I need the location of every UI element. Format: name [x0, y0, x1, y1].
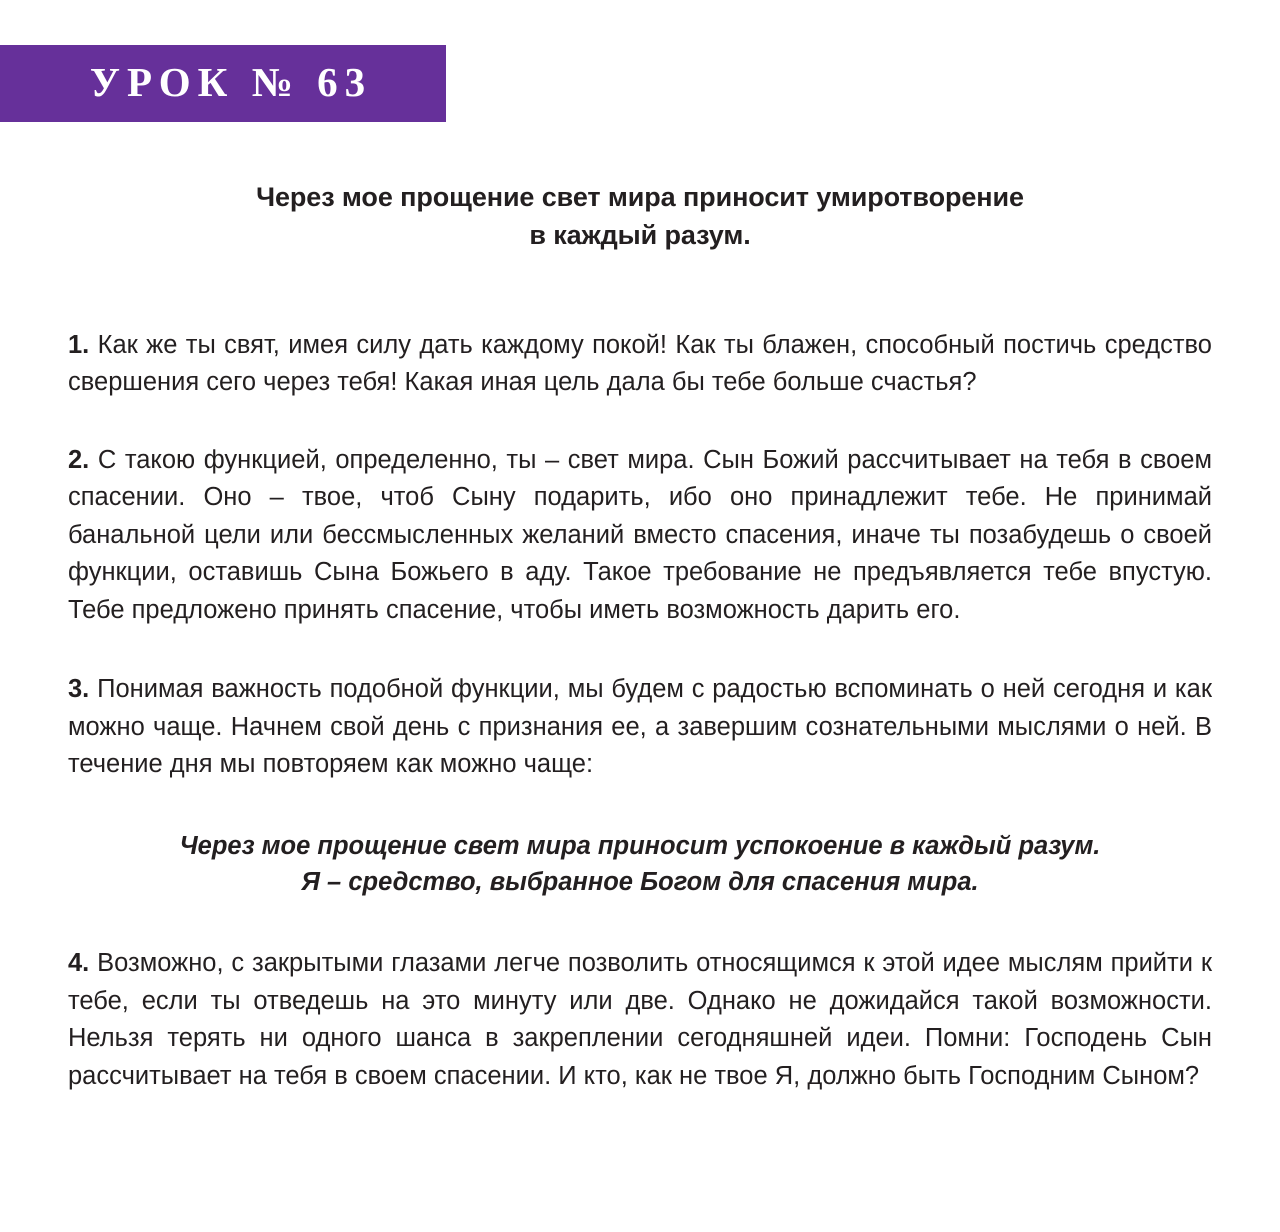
paragraph-number-4: 4.	[68, 949, 90, 978]
lesson-paragraph-2	[68, 442, 1212, 629]
paragraph-number-1: 1.	[68, 330, 90, 359]
lesson-paragraph-1	[68, 327, 1212, 402]
paragraph-text-1: Как же ты свят, имея силу дать каждому покой! Как ты блажен, способный постичь средство свершения сего через тебя! Какая иная цель дала бы тебе больше счастья?	[68, 330, 1212, 397]
lesson-content	[68, 178, 1212, 1095]
lesson-paragraph-4	[68, 945, 1212, 1095]
affirmation-block	[68, 828, 1212, 902]
lesson-title-line-1: Через мое прощение свет мира приносит умиротворение	[256, 182, 1024, 212]
paragraph-text-4: Возможно, с закрытыми глазами легче позволить относящимся к этой идее мыслям прийти к тебе, если ты отведешь на это минуту или две. Однако не дожидайся такой возможности. Нельзя терять ни одного шанса в закреплении сегодняшней идеи. Помни: Господень Сын рассчитывает на тебя в своем спасении. И кто, как не твое Я, должно быть Господним Сыном?	[68, 949, 1212, 1090]
paragraph-number-3: 3.	[68, 675, 90, 704]
affirmation-line-2: Я – средство, выбранное Богом для спасения мира.	[301, 868, 979, 897]
paragraph-text-2: С такою функцией, определенно, ты – свет мира. Сын Божий рассчитывает на тебя в своем спасении. Оно – твое, чтоб Сыну подарить, ибо оно принадлежит тебе. Не принимай банальной цели или бессмысленных желаний вместо спасения, иначе ты позабудешь о своей функции, оставишь Сына Божьего в аду. Такое требование не предъявляется тебе впустую. Тебе предложено принять спасение, чтобы иметь возможность дарить его.	[68, 445, 1212, 624]
lesson-number-label: УРОК № 63	[89, 59, 373, 105]
affirmation-line-1: Через мое прощение свет мира приносит успокоение в каждый разум.	[179, 831, 1101, 860]
paragraph-number-2: 2.	[68, 445, 90, 474]
paragraph-text-3: Понимая важность подобной функции, мы будем с радостью вспоминать о ней сегодня и как можно чаще. Начнем свой день с признания ее, а завершим сознательными мыслями о ней. В течение дня мы повторяем как можно чаще:	[68, 675, 1212, 779]
lesson-paragraph-3	[68, 671, 1212, 783]
lesson-number-banner	[0, 45, 446, 122]
lesson-title-line-2: в каждый разум.	[529, 220, 751, 251]
lesson-title	[68, 178, 1212, 255]
